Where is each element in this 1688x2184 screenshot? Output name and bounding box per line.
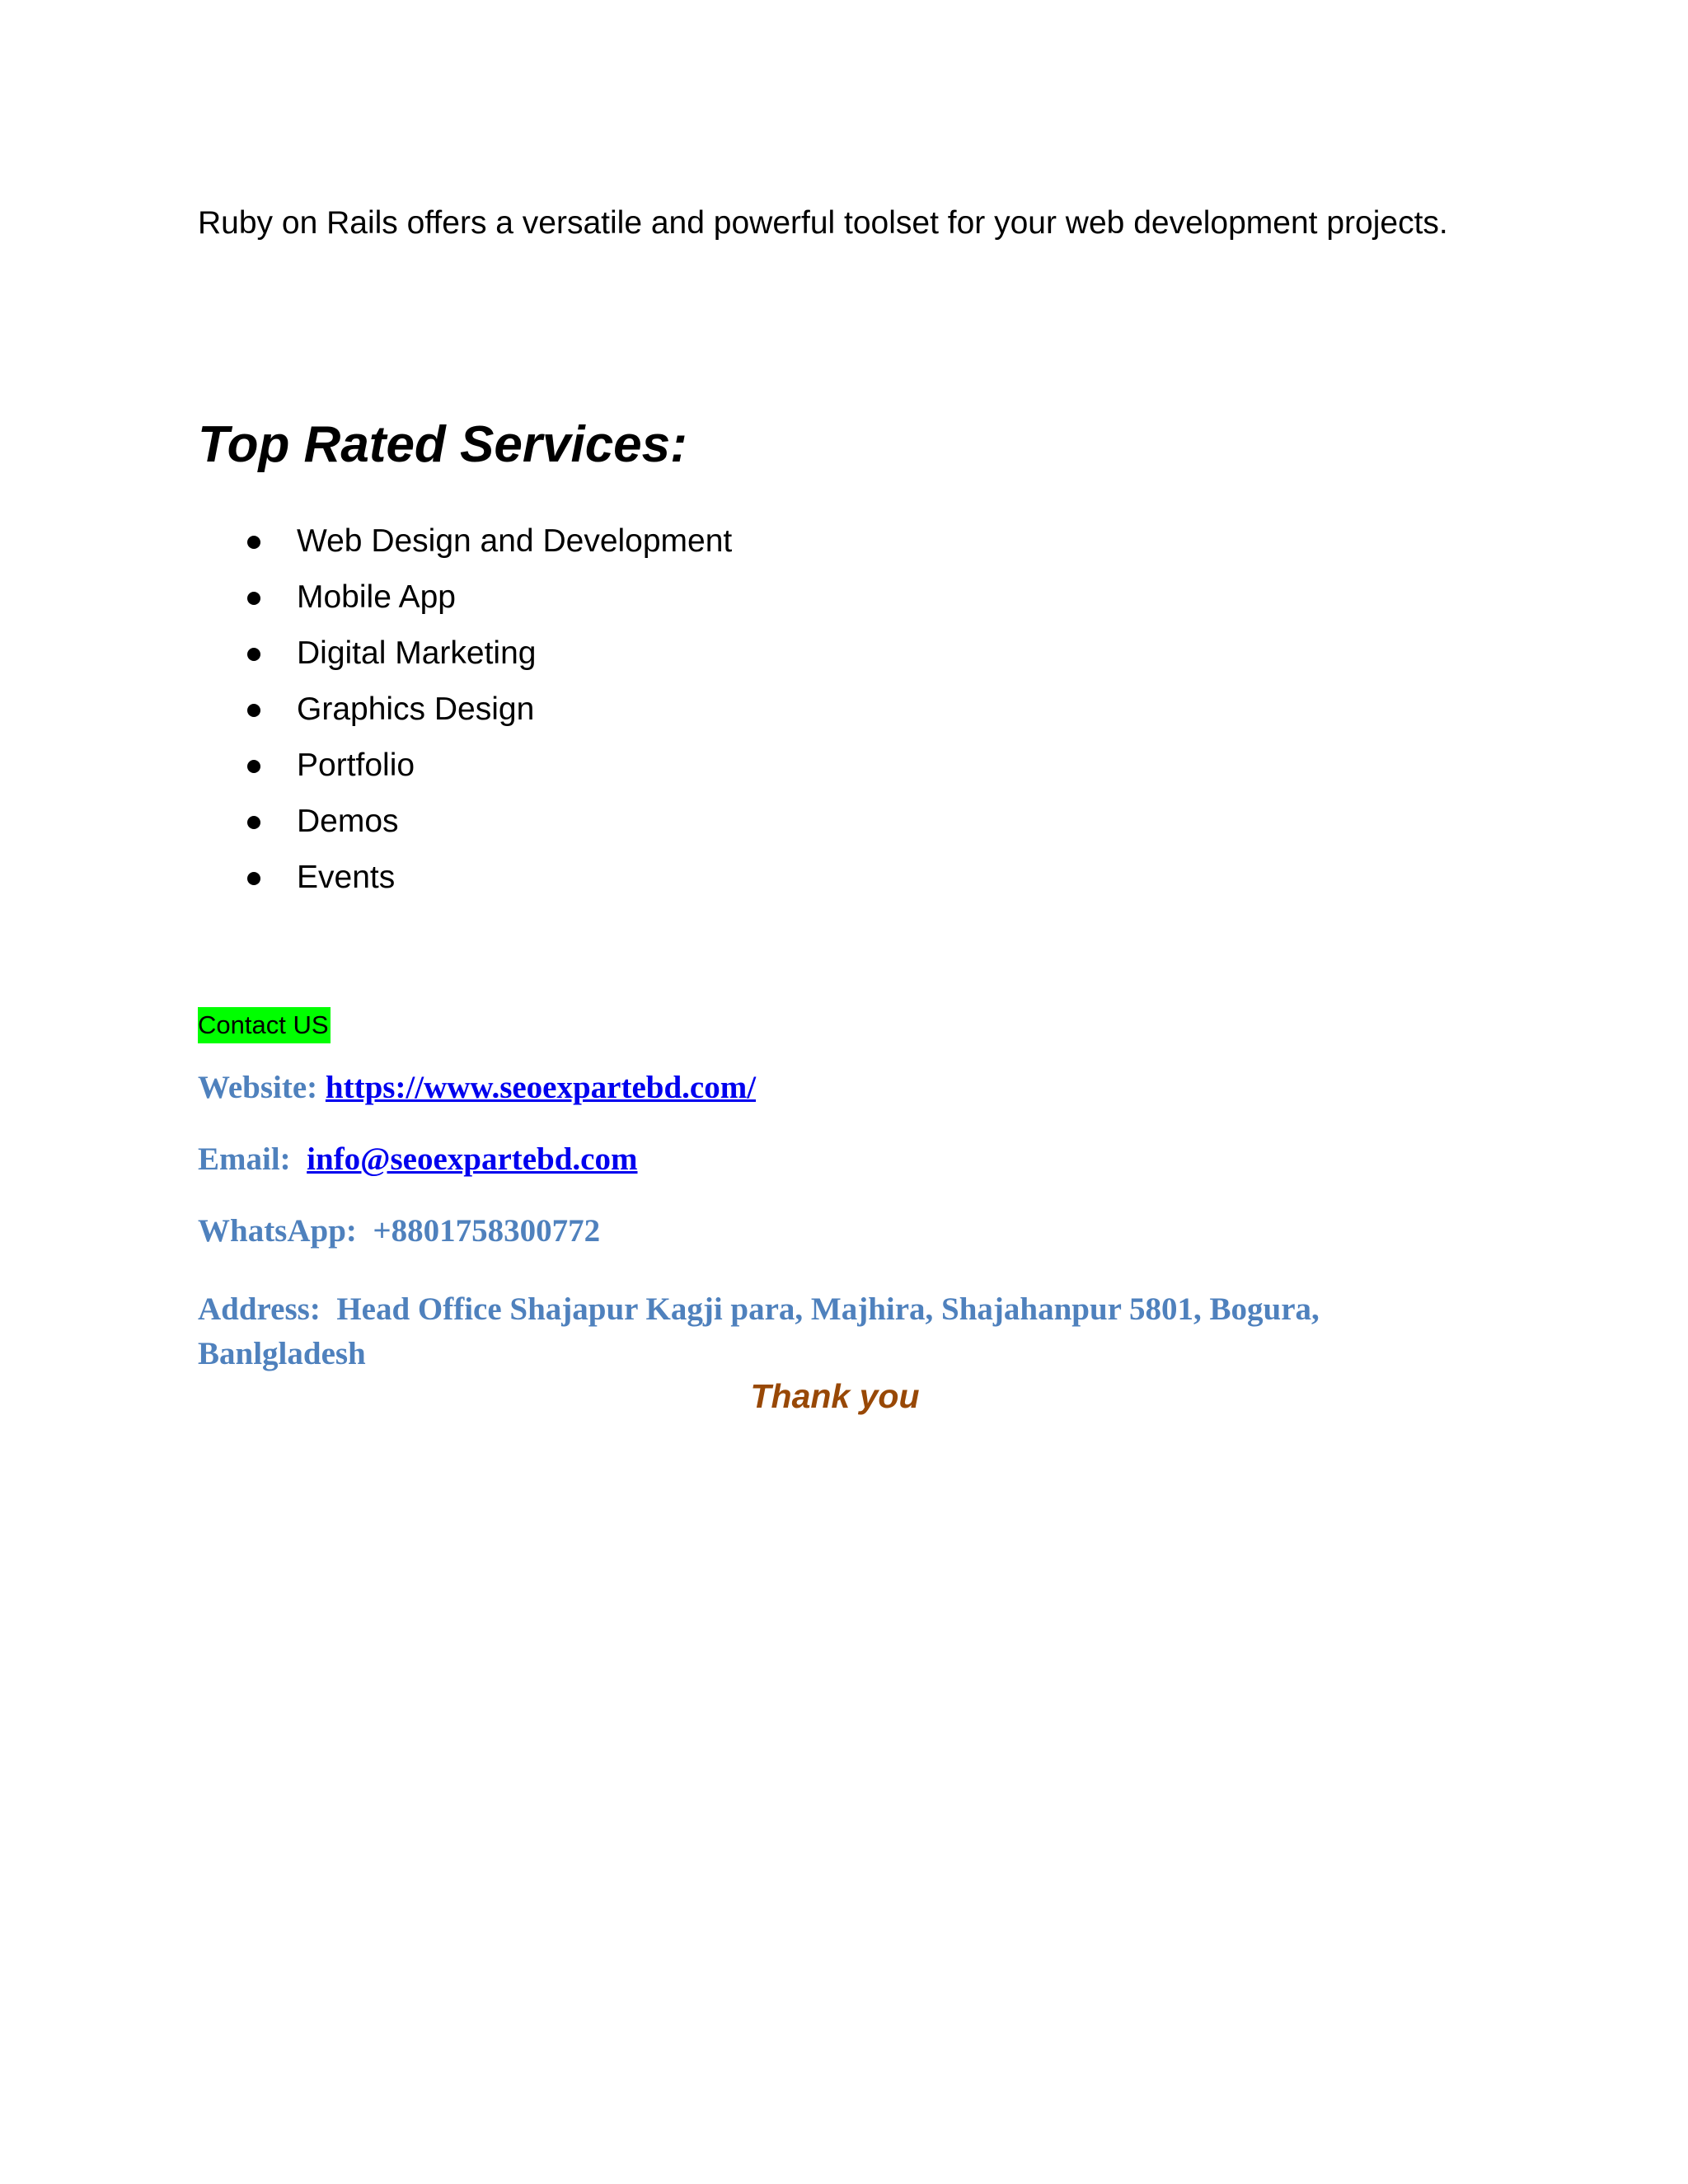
email-label: Email: <box>198 1141 291 1177</box>
bullet-icon <box>247 648 260 661</box>
service-label: Digital Marketing <box>297 635 537 671</box>
website-label: Website: <box>198 1070 318 1105</box>
service-label: Web Design and Development <box>297 523 733 559</box>
service-label: Demos <box>297 804 399 839</box>
whatsapp-label: WhatsApp: <box>198 1213 357 1249</box>
bullet-icon <box>247 592 260 605</box>
bullet-icon <box>247 536 260 549</box>
service-label: Graphics Design <box>297 691 535 727</box>
email-line <box>198 1137 637 1182</box>
service-label: Portfolio <box>297 748 415 783</box>
service-item-mobile-app <box>198 569 732 626</box>
bullet-icon <box>247 760 260 773</box>
service-item-portfolio <box>198 738 732 794</box>
contact-us-badge: Contact US <box>198 1007 331 1043</box>
whatsapp-number: +8801758300772 <box>373 1213 601 1249</box>
website-link[interactable]: https://www.seoexpartebd.com/ <box>325 1070 757 1105</box>
website-line <box>198 1066 756 1110</box>
bullet-icon <box>247 704 260 717</box>
address-label: Address: <box>198 1291 321 1327</box>
service-item-digital-marketing <box>198 626 732 682</box>
bullet-icon <box>247 872 260 885</box>
service-item-demos <box>198 794 732 850</box>
bullet-icon <box>247 816 260 829</box>
whatsapp-line <box>198 1209 600 1254</box>
services-heading: Top Rated Services: <box>198 416 687 473</box>
service-item-graphics-design <box>198 682 732 738</box>
service-label: Mobile App <box>297 579 456 615</box>
address-block <box>198 1287 1484 1376</box>
service-item-web-design <box>198 513 732 569</box>
email-link[interactable]: info@seoexpartebd.com <box>307 1141 638 1177</box>
services-list <box>198 513 732 906</box>
intro-paragraph: Ruby on Rails offers a versatile and powerful toolset for your web development projects. <box>198 205 1448 241</box>
thank-you-text: Thank you <box>750 1377 920 1415</box>
service-item-events <box>198 850 732 906</box>
address-value: Head Office Shajapur Kagji para, Majhira, Shajahanpur 5801, Bogura, Banlgladesh <box>198 1291 1320 1371</box>
service-label: Events <box>297 860 396 895</box>
